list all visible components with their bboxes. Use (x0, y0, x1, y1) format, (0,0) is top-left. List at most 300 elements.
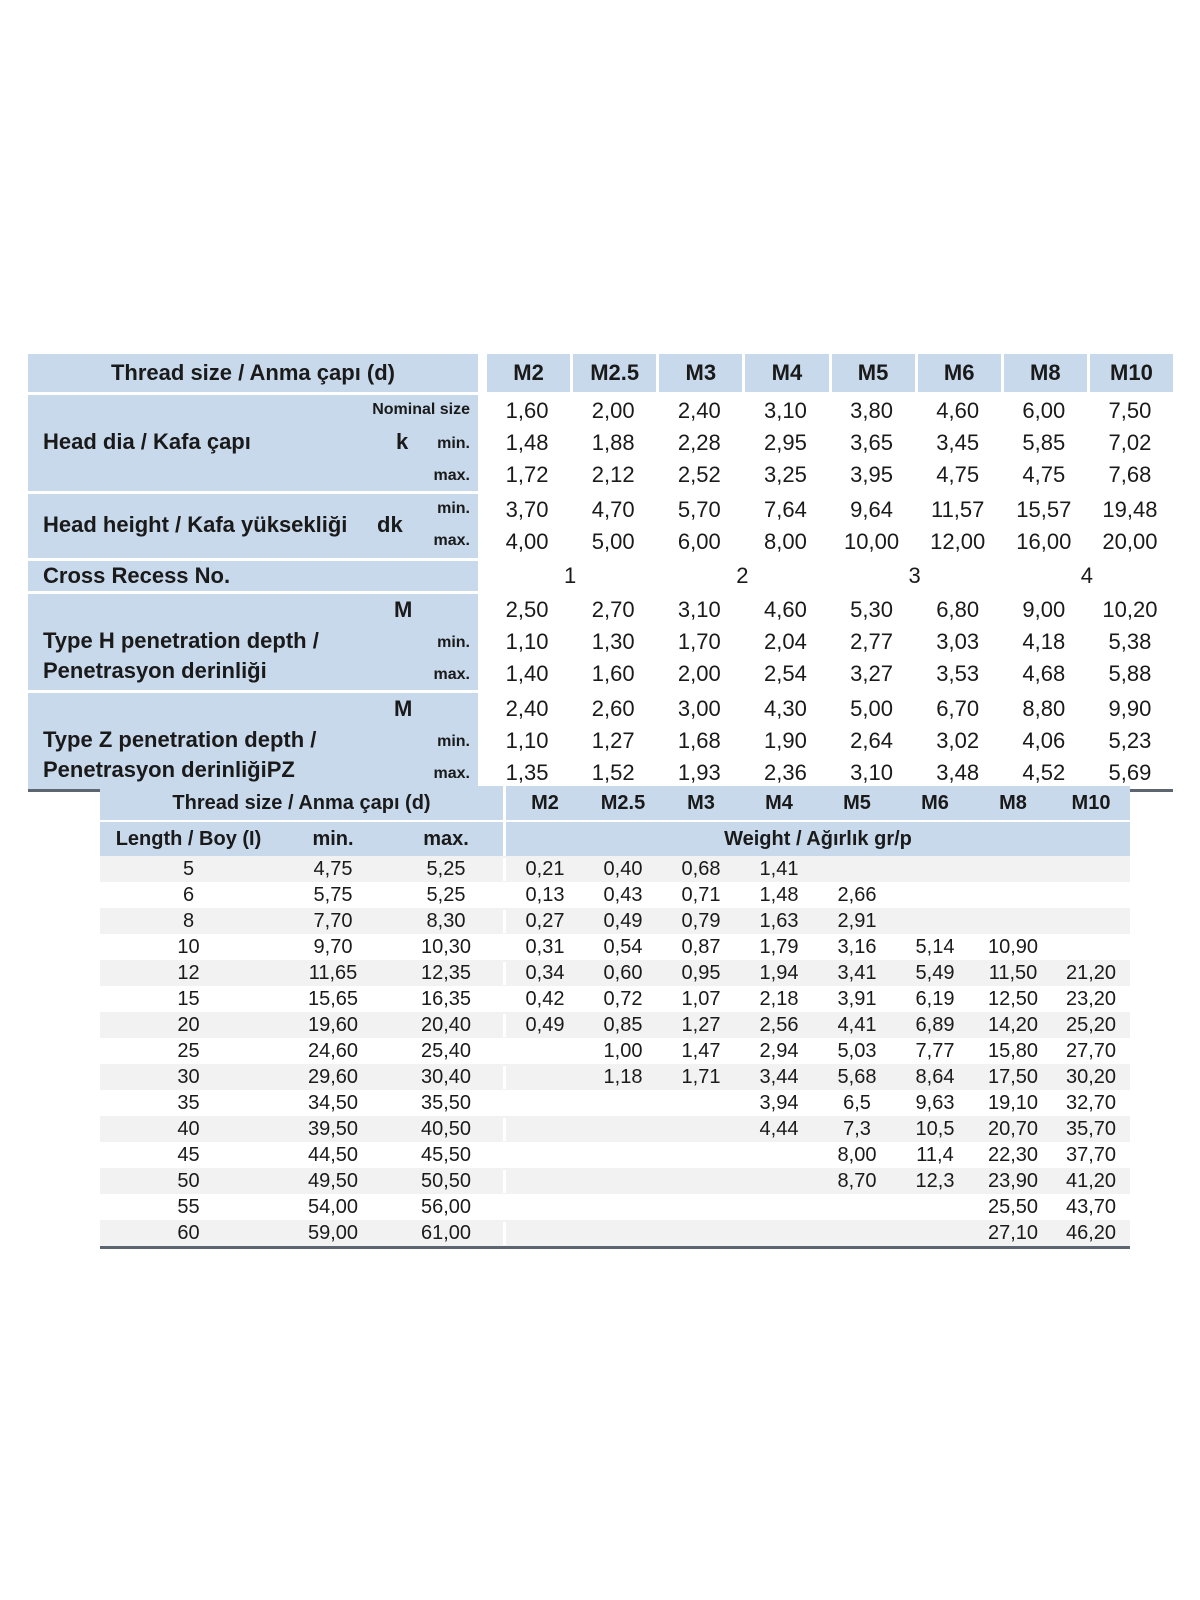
value-cell: 12,00 (930, 529, 986, 554)
length-max-cell: 45,50 (389, 1144, 506, 1167)
value-cell: 4,18 (1022, 629, 1066, 654)
table-row (100, 1090, 1130, 1116)
weight-cell: 7,3 (843, 1117, 871, 1140)
value-cell: 3,53 (936, 661, 980, 686)
weight-cell: 11,50 (988, 961, 1038, 984)
length-cell: 25 (177, 1039, 200, 1062)
size-headers (484, 354, 1173, 392)
length-label: Length / Boy (I) (115, 828, 262, 850)
value-cell: 3,45 (936, 430, 980, 455)
size-header: M2.5 (600, 792, 646, 814)
weight-cell: 0,95 (681, 961, 721, 984)
weight-thread-size-label: Thread size / Anma çapı (d) (100, 786, 506, 820)
value-cell: 5,00 (850, 696, 893, 721)
table-row (100, 856, 1130, 882)
value-cell: 4,06 (1022, 728, 1066, 753)
weight-cell: 0,68 (681, 857, 721, 880)
weight-cell: 0,49 (525, 1013, 565, 1036)
head-dia-label-cell (28, 395, 484, 491)
length-min-cell: 39,50 (307, 1117, 359, 1140)
weight-subheader-row (100, 820, 1130, 856)
length-max-cell: 16,35 (389, 988, 506, 1011)
value-cell: 5,00 (591, 529, 635, 554)
weight-cell: 4,41 (837, 1013, 877, 1036)
type-z-values (484, 693, 1173, 789)
value-cell: 1,60 (505, 398, 549, 423)
length-min-cell: 29,60 (307, 1065, 359, 1088)
value-cell: 15,57 (1016, 497, 1072, 522)
weight-cell: 30,20 (1065, 1065, 1117, 1088)
weight-cell: 3,41 (837, 961, 877, 984)
type-z-label-cell (28, 693, 484, 789)
weight-cell: 9,63 (915, 1091, 955, 1114)
value-cell: 6,00 (677, 529, 721, 554)
weight-cell: 6,19 (915, 987, 955, 1010)
value-cell: 6,80 (936, 597, 980, 622)
table-row (100, 1168, 1130, 1194)
weight-cell: 0,49 (603, 909, 643, 932)
weight-cell: 12,3 (915, 1169, 955, 1192)
weight-cell: 3,16 (837, 935, 877, 958)
size-header: M5 (843, 792, 871, 814)
length-max-cell: 40,50 (389, 1118, 506, 1141)
value-cell: 3,48 (936, 760, 980, 785)
size-header: M3 (687, 792, 715, 814)
length-max-cell: 5,25 (389, 858, 506, 881)
value-cell: 4,30 (764, 696, 807, 721)
value-cell: 2,70 (591, 597, 635, 622)
weight-cell: 2,91 (837, 909, 877, 932)
head-dia-nominal-values (484, 395, 1173, 427)
max-label: max. (433, 666, 470, 683)
weight-cell: 0,42 (525, 987, 565, 1010)
weight-cell: 0,72 (603, 987, 643, 1010)
min-label: min. (437, 634, 470, 651)
thread-size-label: Thread size / Anma çapı (d) (110, 360, 396, 385)
weight-cell: 41,20 (1065, 1169, 1117, 1192)
weight-cell: 25,50 (987, 1195, 1039, 1218)
value-cell: 1,48 (505, 430, 549, 455)
min-label: min. (437, 435, 470, 452)
type-h-label-line1: Type H penetration depth / (43, 628, 319, 653)
cross-recess-label: Cross Recess No. (43, 563, 231, 588)
type-z-max-values (484, 757, 1173, 789)
value-cell: 5,30 (850, 597, 893, 622)
value-cell: 1,52 (591, 760, 635, 785)
type-z-min-values (484, 725, 1173, 757)
weight-cell: 3,91 (837, 987, 877, 1010)
table-row (100, 1142, 1130, 1168)
table-row (100, 908, 1130, 934)
spec-header-row (28, 354, 1173, 395)
length-min-cell: 15,65 (307, 987, 359, 1010)
size-header: M2 (531, 792, 559, 814)
weight-cell: 1,94 (759, 961, 799, 984)
weight-cell: 1,71 (681, 1065, 721, 1088)
table-row (100, 882, 1130, 908)
nominal-size-label: Nominal size (372, 401, 470, 418)
value-cell: 7,02 (1108, 430, 1152, 455)
length-min-cell: 11,65 (308, 961, 358, 984)
length-cell: 5 (182, 857, 195, 880)
weight-cell: 2,94 (759, 1039, 799, 1062)
weight-cell: 4,44 (759, 1117, 799, 1140)
value-cell: 4,52 (1022, 760, 1066, 785)
weight-cell: 0,34 (525, 961, 565, 984)
length-max-cell: 61,00 (389, 1222, 506, 1245)
weight-cell: 8,64 (915, 1065, 955, 1088)
cross-recess-value: 1 (564, 563, 577, 588)
type-z-label-line2: Penetrasyon derinliğiPZ (43, 757, 295, 782)
weight-cell: 0,54 (603, 935, 643, 958)
length-max-cell: 20,40 (389, 1014, 506, 1037)
size-header: M5 (829, 354, 915, 392)
weight-cell: 1,00 (603, 1039, 643, 1062)
value-cell: 3,25 (764, 462, 807, 487)
min-label: min. (437, 500, 470, 517)
type-h-max-values (484, 658, 1173, 690)
head-height-label: Head height / Kafa yüksekliği (43, 512, 348, 537)
type-h-values (484, 594, 1173, 690)
length-min-cell: 7,70 (313, 909, 353, 932)
weight-cell: 6,5 (843, 1091, 871, 1114)
cross-recess-value: 4 (1080, 563, 1093, 588)
value-cell: 5,23 (1108, 728, 1152, 753)
length-min-cell: 24,60 (307, 1039, 359, 1062)
size-header: M8 (999, 792, 1027, 814)
weight-cell: 22,30 (987, 1143, 1039, 1166)
value-cell: 1,68 (677, 728, 721, 753)
size-header: M4 (742, 354, 828, 392)
cross-recess-row (28, 561, 1173, 594)
value-cell: 1,10 (505, 629, 549, 654)
weight-table (100, 786, 1130, 1249)
value-cell: 3,10 (850, 760, 893, 785)
value-cell: 5,69 (1108, 760, 1152, 785)
value-cell: 1,90 (764, 728, 807, 753)
size-header: M6 (915, 354, 1001, 392)
value-cell: 3,10 (677, 597, 721, 622)
value-cell: 4,60 (936, 398, 980, 423)
value-cell: 4,75 (936, 462, 980, 487)
head-dia-max-values (484, 459, 1173, 491)
weight-cell: 1,07 (681, 987, 721, 1010)
table-row (100, 1116, 1130, 1142)
value-cell: 10,00 (844, 529, 900, 554)
table-row (100, 1012, 1130, 1038)
value-cell: 4,60 (764, 597, 807, 622)
value-cell: 7,64 (764, 497, 807, 522)
weight-cell: 3,44 (759, 1065, 799, 1088)
table-row (100, 1038, 1130, 1064)
value-cell: 3,70 (505, 497, 549, 522)
weight-cell: 19,10 (987, 1091, 1039, 1114)
type-z-m-label: M (394, 696, 413, 721)
weight-cell: 7,77 (915, 1039, 955, 1062)
type-h-min-values (484, 626, 1173, 658)
value-cell: 2,40 (505, 696, 549, 721)
type-h-m-label: M (394, 597, 413, 622)
weight-cell: 0,43 (603, 883, 643, 906)
table-bottom-rule (100, 1246, 1130, 1249)
length-min-cell: 34,50 (307, 1091, 359, 1114)
weight-cell: 17,50 (987, 1065, 1039, 1088)
head-height-symbol: dk (377, 512, 403, 537)
weight-cell: 11,4 (916, 1143, 954, 1166)
weight-cell: 15,80 (987, 1039, 1039, 1062)
length-cell: 15 (177, 987, 200, 1010)
value-cell: 9,90 (1108, 696, 1152, 721)
size-header: M6 (921, 792, 949, 814)
size-header: M2 (484, 354, 570, 392)
table-row (100, 960, 1130, 986)
value-cell: 2,28 (677, 430, 721, 455)
length-max-cell: 25,40 (389, 1040, 506, 1063)
length-min-cell: 54,00 (307, 1195, 359, 1218)
length-cell: 50 (177, 1169, 200, 1192)
value-cell: 2,12 (591, 462, 635, 487)
weight-cell: 0,13 (525, 883, 565, 906)
value-cell: 4,68 (1022, 661, 1066, 686)
weight-cell: 0,79 (681, 909, 721, 932)
weight-cell: 0,21 (525, 857, 565, 880)
cross-recess-value: 3 (908, 563, 921, 588)
length-min-cell: 9,70 (313, 935, 353, 958)
size-header: M10 (1087, 354, 1173, 392)
cross-recess-value: 2 (736, 563, 749, 588)
value-cell: 5,38 (1108, 629, 1152, 654)
head-height-values (484, 494, 1173, 558)
value-cell: 1,88 (591, 430, 635, 455)
value-cell: 1,35 (505, 760, 549, 785)
weight-header-row (100, 786, 1130, 820)
weight-cell: 5,14 (915, 935, 955, 958)
value-cell: 6,00 (1022, 398, 1066, 423)
head-height-row (28, 494, 1173, 561)
value-cell: 7,68 (1108, 462, 1152, 487)
length-cell: 10 (177, 935, 200, 958)
size-header: M3 (656, 354, 742, 392)
value-cell: 3,80 (850, 398, 893, 423)
weight-cell: 25,20 (1065, 1013, 1117, 1036)
weight-cell: 23,90 (987, 1169, 1039, 1192)
weight-cell: 23,20 (1065, 987, 1117, 1010)
value-cell: 3,02 (936, 728, 980, 753)
weight-table-body (100, 856, 1130, 1246)
weight-cell: 1,18 (603, 1065, 643, 1088)
weight-cell: 27,70 (1065, 1039, 1117, 1062)
size-header: M2.5 (570, 354, 656, 392)
length-cell: 60 (177, 1221, 200, 1244)
weight-cell: 20,70 (987, 1117, 1039, 1140)
weight-cell: 43,70 (1065, 1195, 1117, 1218)
value-cell: 1,40 (505, 661, 549, 686)
specification-table (28, 354, 1173, 792)
weight-cell: 0,31 (525, 935, 565, 958)
weight-cell: 3,94 (759, 1091, 799, 1114)
weight-cell: 8,70 (837, 1169, 877, 1192)
length-max-cell: 5,25 (389, 884, 506, 907)
weight-cell: 5,03 (837, 1039, 877, 1062)
weight-label: Weight / Ağırlık gr/p (724, 828, 912, 850)
value-cell: 1,93 (677, 760, 721, 785)
value-cell: 3,27 (850, 661, 893, 686)
type-z-row (28, 693, 1173, 792)
weight-cell: 2,56 (759, 1013, 799, 1036)
weight-cell: 0,27 (525, 909, 565, 932)
value-cell: 2,95 (764, 430, 807, 455)
head-height-max-values (484, 526, 1173, 558)
value-cell: 5,70 (677, 497, 721, 522)
value-cell: 7,50 (1108, 398, 1152, 423)
weight-cell: 37,70 (1065, 1143, 1117, 1166)
weight-cell: 12,50 (987, 987, 1039, 1010)
value-cell: 6,70 (936, 696, 980, 721)
value-cell: 2,60 (591, 696, 635, 721)
weight-cell: 1,47 (681, 1039, 721, 1062)
table-row (100, 934, 1130, 960)
length-max-cell: 35,50 (389, 1092, 506, 1115)
value-cell: 9,64 (850, 497, 893, 522)
head-height-label-cell (28, 494, 484, 558)
length-min-cell: 59,00 (307, 1221, 359, 1244)
value-cell: 10,20 (1102, 597, 1158, 622)
length-max-cell: 56,00 (389, 1196, 506, 1219)
length-max-cell: 50,50 (389, 1170, 506, 1193)
length-cell: 30 (177, 1065, 200, 1088)
weight-cell: 10,90 (987, 935, 1039, 958)
weight-cell: 1,41 (759, 857, 799, 880)
table-row (100, 1064, 1130, 1090)
value-cell: 2,50 (505, 597, 549, 622)
value-cell: 2,00 (677, 661, 721, 686)
weight-cell: 46,20 (1065, 1221, 1117, 1244)
size-header: M10 (1071, 792, 1111, 814)
head-dia-values (484, 395, 1173, 491)
weight-cell: 1,79 (759, 935, 799, 958)
value-cell: 4,75 (1022, 462, 1066, 487)
length-cell: 12 (177, 961, 200, 984)
weight-cell: 35,70 (1065, 1117, 1117, 1140)
value-cell: 1,30 (591, 629, 635, 654)
weight-cell: 0,60 (603, 961, 643, 984)
weight-cell: 6,89 (915, 1013, 955, 1036)
weight-cell: 27,10 (987, 1221, 1039, 1244)
head-height-min-values (484, 494, 1173, 526)
value-cell: 3,00 (677, 696, 721, 721)
value-cell: 1,27 (591, 728, 635, 753)
length-max-cell: 8,30 (389, 910, 506, 933)
value-cell: 16,00 (1016, 529, 1072, 554)
value-cell: 11,57 (930, 497, 985, 522)
cross-recess-label-cell (28, 561, 484, 591)
weight-cell: 1,27 (681, 1013, 721, 1036)
length-cell: 35 (177, 1091, 200, 1114)
value-cell: 5,88 (1108, 661, 1152, 686)
length-max-cell: 10,30 (389, 936, 506, 959)
head-dia-min-values (484, 427, 1173, 459)
value-cell: 2,77 (850, 629, 893, 654)
cross-recess-values (484, 561, 1173, 591)
value-cell: 2,36 (764, 760, 807, 785)
table-row (100, 986, 1130, 1012)
size-header: M4 (765, 792, 793, 814)
type-h-m-values (484, 594, 1173, 626)
weight-cell: 0,71 (681, 883, 721, 906)
weight-cell: 5,49 (915, 961, 955, 984)
value-cell: 9,00 (1022, 597, 1066, 622)
head-dia-row (28, 395, 1173, 494)
length-cell: 20 (177, 1013, 200, 1036)
weight-cell: 14,20 (987, 1013, 1039, 1036)
weight-cell: 5,68 (837, 1065, 877, 1088)
max-label: max. (389, 822, 506, 856)
value-cell: 1,60 (591, 661, 635, 686)
type-z-label-line1: Type Z penetration depth / (43, 727, 317, 752)
min-label: min. (437, 733, 470, 750)
weight-cell: 2,18 (759, 987, 799, 1010)
length-cell: 45 (177, 1143, 200, 1166)
length-min-cell: 44,50 (307, 1143, 359, 1166)
value-cell: 3,10 (764, 398, 807, 423)
length-cell: 40 (177, 1117, 200, 1140)
weight-cell: 2,66 (837, 883, 877, 906)
value-cell: 8,80 (1022, 696, 1066, 721)
value-cell: 2,52 (677, 462, 721, 487)
weight-cell: 0,40 (603, 857, 643, 880)
weight-cell: 32,70 (1065, 1091, 1117, 1114)
table-row (100, 1220, 1130, 1246)
length-cell: 6 (182, 883, 195, 906)
type-h-label-line2: Penetrasyon derinliği (43, 658, 267, 683)
length-max-cell: 30,40 (389, 1066, 506, 1089)
weight-cell: 1,48 (759, 883, 799, 906)
length-cell: 55 (177, 1195, 200, 1218)
weight-cell: 8,00 (837, 1143, 877, 1166)
value-cell: 1,72 (505, 462, 549, 487)
max-label: max. (433, 532, 470, 549)
value-cell: 1,10 (505, 728, 549, 753)
value-cell: 20,00 (1102, 529, 1158, 554)
value-cell: 19,48 (1102, 497, 1158, 522)
weight-cell: 0,85 (603, 1013, 643, 1036)
length-min-cell: 49,50 (307, 1169, 359, 1192)
value-cell: 4,70 (591, 497, 635, 522)
value-cell: 2,64 (850, 728, 893, 753)
head-dia-symbol: k (396, 429, 409, 454)
value-cell: 5,85 (1022, 430, 1066, 455)
spec-header-label-cell (28, 354, 484, 392)
head-dia-label: Head dia / Kafa çapı (43, 429, 251, 454)
max-label: max. (433, 765, 470, 782)
weight-cell: 0,87 (681, 935, 721, 958)
value-cell: 4,00 (505, 529, 549, 554)
value-cell: 2,54 (764, 661, 807, 686)
value-cell: 3,65 (850, 430, 893, 455)
length-cell: 8 (182, 909, 195, 932)
type-h-row (28, 594, 1173, 693)
size-header: M8 (1001, 354, 1087, 392)
value-cell: 3,95 (850, 462, 893, 487)
value-cell: 2,00 (591, 398, 635, 423)
type-h-label-cell (28, 594, 484, 690)
length-min-cell: 19,60 (307, 1013, 359, 1036)
weight-cell: 1,63 (759, 909, 799, 932)
weight-cell: 10,5 (915, 1117, 955, 1140)
min-label: min. (312, 828, 354, 850)
value-cell: 3,03 (936, 629, 980, 654)
value-cell: 2,04 (764, 629, 807, 654)
